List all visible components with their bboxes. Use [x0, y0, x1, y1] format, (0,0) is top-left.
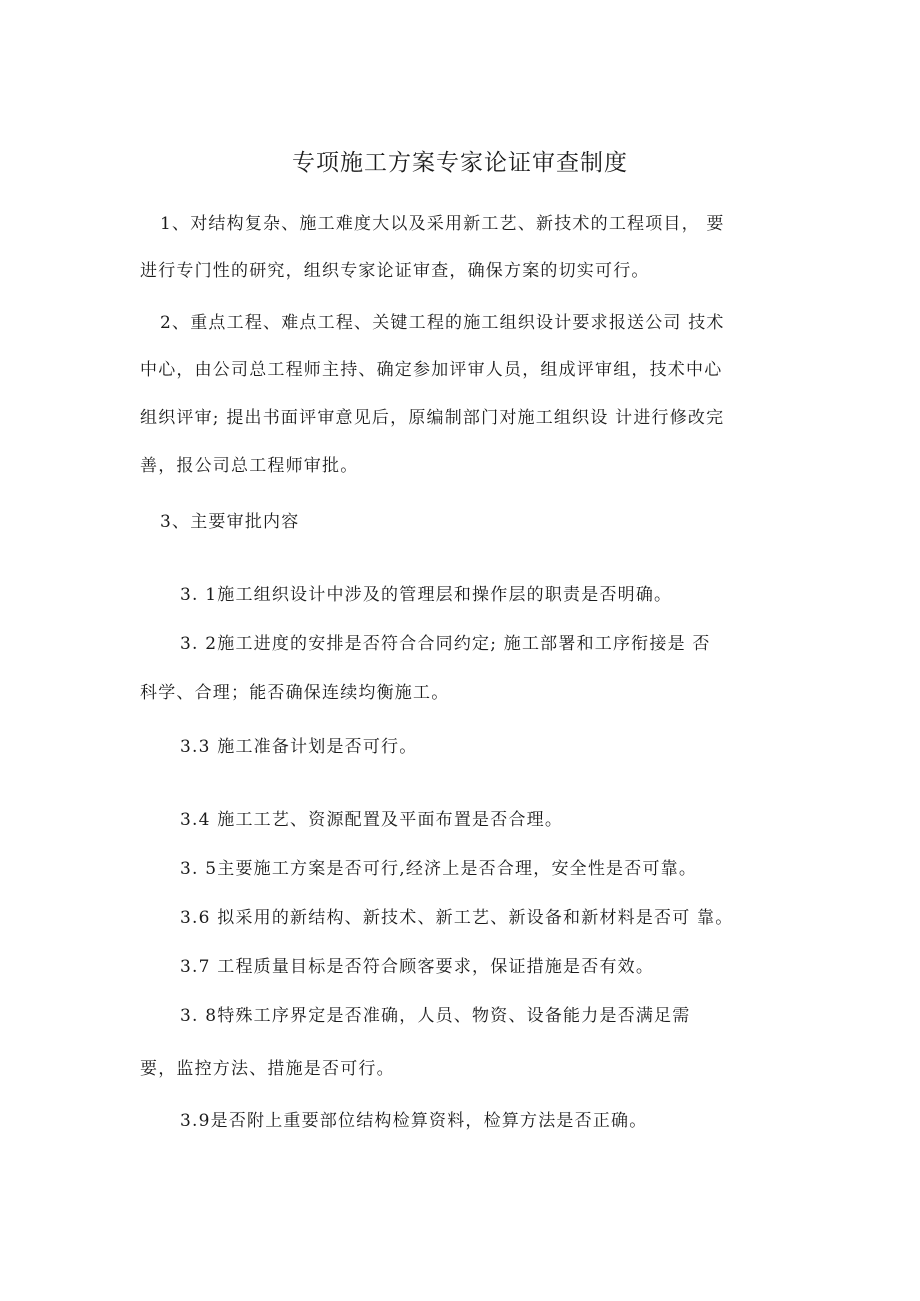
- paragraph-line: 1、对结构复杂、施工难度大以及采用新工艺、新技术的工程项目， 要: [160, 214, 725, 234]
- paragraph-line: 2、重点工程、难点工程、关键工程的施工组织设计要求报送公司 技术: [160, 313, 725, 333]
- paragraph-line: 3. 1施工组织设计中涉及的管理层和操作层的职责是否明确。: [180, 585, 673, 605]
- paragraph-line: 3.7 工程质量目标是否符合顾客要求，保证措施是否有效。: [180, 957, 655, 977]
- paragraph-line: 组织评审; 提出书面评审意见后，原编制部门对施工组织设 计进行修改完: [140, 408, 725, 428]
- paragraph-line: 3.3 施工准备计划是否可行。: [180, 737, 418, 757]
- document-title: 专项施工方案专家论证审查制度: [292, 150, 628, 176]
- paragraph-line: 中心，由公司总工程师主持、确定参加评审人员，组成评审组，技术中心: [140, 360, 723, 380]
- paragraph-line: 3.6 拟采用的新结构、新技术、新工艺、新设备和新材料是否可 靠。: [180, 908, 734, 928]
- paragraph-line: 要，监控方法、措施是否可行。: [140, 1059, 395, 1079]
- paragraph-line: 3.4 施工工艺、资源配置及平面布置是否合理。: [180, 810, 564, 830]
- paragraph-line: 3. 8特殊工序界定是否准确，人员、物资、设备能力是否满足需: [180, 1006, 691, 1026]
- paragraph-line: 3. 2施工进度的安排是否符合合同约定; 施工部署和工序衔接是 否: [180, 634, 711, 654]
- paragraph-line: 科学、合理；能否确保连续均衡施工。: [140, 683, 450, 703]
- paragraph-line: 进行专门性的研究，组织专家论证审查，确保方案的切实可行。: [140, 261, 650, 281]
- paragraph-line: 善，报公司总工程师审批。: [140, 456, 359, 476]
- paragraph-line: 3. 5主要施工方案是否可行,经济上是否合理，安全性是否可靠。: [180, 859, 698, 879]
- paragraph-line: 3.9是否附上重要部位结构检算资料，检算方法是否正确。: [180, 1111, 648, 1131]
- section-heading: 3、主要审批内容: [160, 512, 300, 532]
